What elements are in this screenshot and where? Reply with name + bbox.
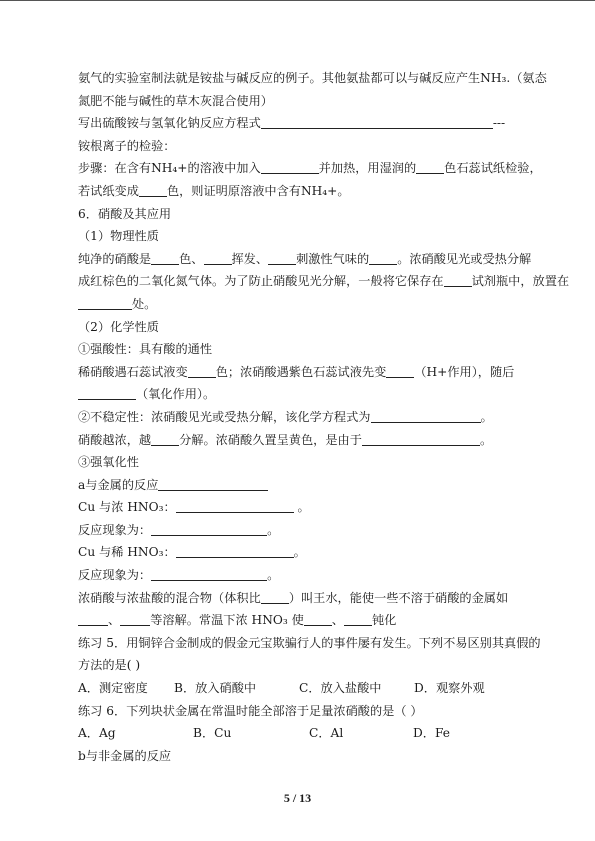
answer-blank [371, 410, 481, 423]
text-line [78, 541, 522, 564]
text-line [78, 248, 532, 271]
answer-blank [344, 613, 372, 626]
text-span: 。 [293, 545, 306, 560]
answer-blank [369, 252, 397, 265]
text-line: 氨气的实验室制法就是铵盐与碱反应的例子。其他氨盐都可以与碱反应产生NH₃.（氨态 [78, 71, 547, 85]
text-line [78, 474, 522, 497]
text-span: 。 [297, 500, 310, 515]
answer-blank [268, 252, 296, 265]
text-span: 若试纸变成 [78, 183, 139, 198]
text-line [78, 157, 542, 180]
text-span: 稀硝酸遇石蕊试液变 [78, 364, 188, 379]
text-span: 色；浓硝酸遇紫色石蕊试液先变 [215, 364, 387, 379]
text-span: 处。 [132, 296, 157, 311]
answer-blank [176, 545, 294, 558]
text-span: 浓硝酸与浓盐酸的混合物（体积比 [78, 590, 261, 605]
answer-blank [444, 274, 472, 287]
answer-blank [151, 433, 179, 446]
section-heading: 6．硝酸及其应用 [78, 206, 172, 221]
text-span: a与金属的反应 [78, 477, 159, 492]
text-line: 铵根离子的检验： [78, 138, 176, 153]
text-span: 、 [108, 613, 121, 628]
text-span: 纯净的硝酸是 [78, 251, 152, 266]
text-line [78, 361, 522, 384]
text-line [78, 587, 522, 610]
answer-blank [78, 387, 136, 400]
text-span: 色，则证明原溶液中含有NH₄+。 [166, 183, 350, 198]
answer-blank [204, 252, 232, 265]
text-span: 成红棕色的二氧化氮气体。为了防止硝酸见光分解，一般将它保存在 [78, 274, 444, 289]
text-span: 。 [267, 568, 280, 583]
option-a: A．测定密度 [78, 681, 148, 696]
text-line: ①强酸性：具有酸的通性 [78, 342, 213, 357]
text-line [78, 519, 522, 542]
header-rule [0, 0, 595, 1]
text-span: 。浓硝酸见光或受热分解 [397, 251, 532, 266]
text-line: 氮肥不能与碱性的草木灰混合使用） [78, 93, 273, 108]
text-span: （H+作用），随后 [414, 364, 515, 379]
text-line [78, 293, 522, 316]
answer-blank [304, 613, 332, 626]
answer-blank [261, 161, 319, 174]
option-c: C．Al [309, 726, 344, 741]
text-span: 写出硫酸铵与氢氧化钠反应方程式 [78, 116, 261, 131]
text-span: 。 [267, 522, 280, 537]
text-span: 。 [480, 409, 493, 424]
text-span: 、 [331, 613, 344, 628]
text-span: 反应现象为： [78, 522, 152, 537]
exercise-options [78, 677, 522, 700]
text-line: b与非金属的反应 [78, 748, 172, 763]
answer-blank [151, 252, 179, 265]
answer-blank [151, 568, 267, 581]
text-line [78, 496, 522, 519]
text-span: Cu 与浓 HNO₃： [78, 500, 176, 515]
option-b: B．放入硝酸中 [174, 681, 257, 696]
option-a: A．Ag [78, 726, 116, 741]
text-span: 试剂瓶中，放置在 [471, 274, 570, 289]
text-span: 。 [479, 432, 493, 447]
answer-blank [151, 523, 267, 536]
answer-blank [78, 613, 108, 626]
subsection-heading: （1）物理性质 [78, 229, 159, 244]
text-line [78, 429, 522, 452]
text-span: 色、 [179, 251, 204, 266]
answer-blank [188, 365, 216, 378]
answer-blank [261, 591, 289, 604]
exercise-options [78, 722, 522, 745]
text-span: 色石蕊试纸检验， [444, 161, 542, 176]
text-span: --- [492, 116, 506, 131]
answer-blank [386, 365, 414, 378]
answer-blank [176, 500, 294, 513]
answer-blank [139, 184, 167, 197]
text-line [78, 406, 522, 429]
text-span: 并加热，用湿润的 [318, 161, 417, 176]
text-span: Cu 与稀 HNO₃： [78, 545, 176, 560]
text-span: 刺激性气味的 [296, 251, 370, 266]
page-body [78, 67, 570, 767]
text-line: ③强氧化性 [78, 455, 139, 470]
text-span: 钝化 [371, 613, 397, 628]
option-d: D．Fe [413, 726, 450, 741]
answer-blank [416, 161, 444, 174]
text-line [78, 270, 570, 293]
text-line [78, 383, 522, 406]
option-d: D．观察外观 [414, 681, 485, 696]
text-line [78, 180, 522, 203]
text-span: 硝酸越浓，越 [78, 432, 152, 447]
text-span: ②不稳定性：浓硝酸见光或受热分解，该化学方程式为 [78, 409, 371, 424]
text-span: 分解。浓硝酸久置呈黄色，是由于 [179, 432, 362, 447]
option-c: C．放入盐酸中 [299, 681, 382, 696]
text-span: （氧化作用）。 [136, 387, 216, 402]
text-span: 挥发、 [231, 251, 269, 266]
answer-blank [261, 116, 493, 129]
answer-blank [120, 613, 150, 626]
answer-blank [158, 478, 268, 491]
exercise-question: 练习 5．用铜锌合金制成的假金元宝欺骗行人的事件屡有发生。下列不易区别其真假的 [78, 635, 541, 650]
answer-blank [78, 297, 132, 310]
text-span: 步骤：在含有NH₄+的溶液中加入 [78, 161, 261, 176]
text-line [78, 609, 522, 632]
answer-blank [362, 433, 480, 446]
exercise-question: 练习 6．下列块状金属在常温时能全部溶于足量浓硝酸的是（ ） [78, 703, 423, 718]
option-b: B．Cu [193, 726, 232, 741]
text-line [78, 112, 522, 135]
text-span: 等溶解。常温下浓 HNO₃ 使 [150, 613, 304, 628]
exercise-question: 方法的是( ) [78, 658, 141, 673]
text-span: 反应现象为： [78, 568, 152, 583]
page-number: 5 / 13 [283, 791, 312, 805]
text-span: ）叫王水，能使一些不溶于硝酸的金属如 [288, 590, 509, 605]
subsection-heading: （2）化学性质 [78, 319, 159, 334]
text-line [78, 564, 522, 587]
